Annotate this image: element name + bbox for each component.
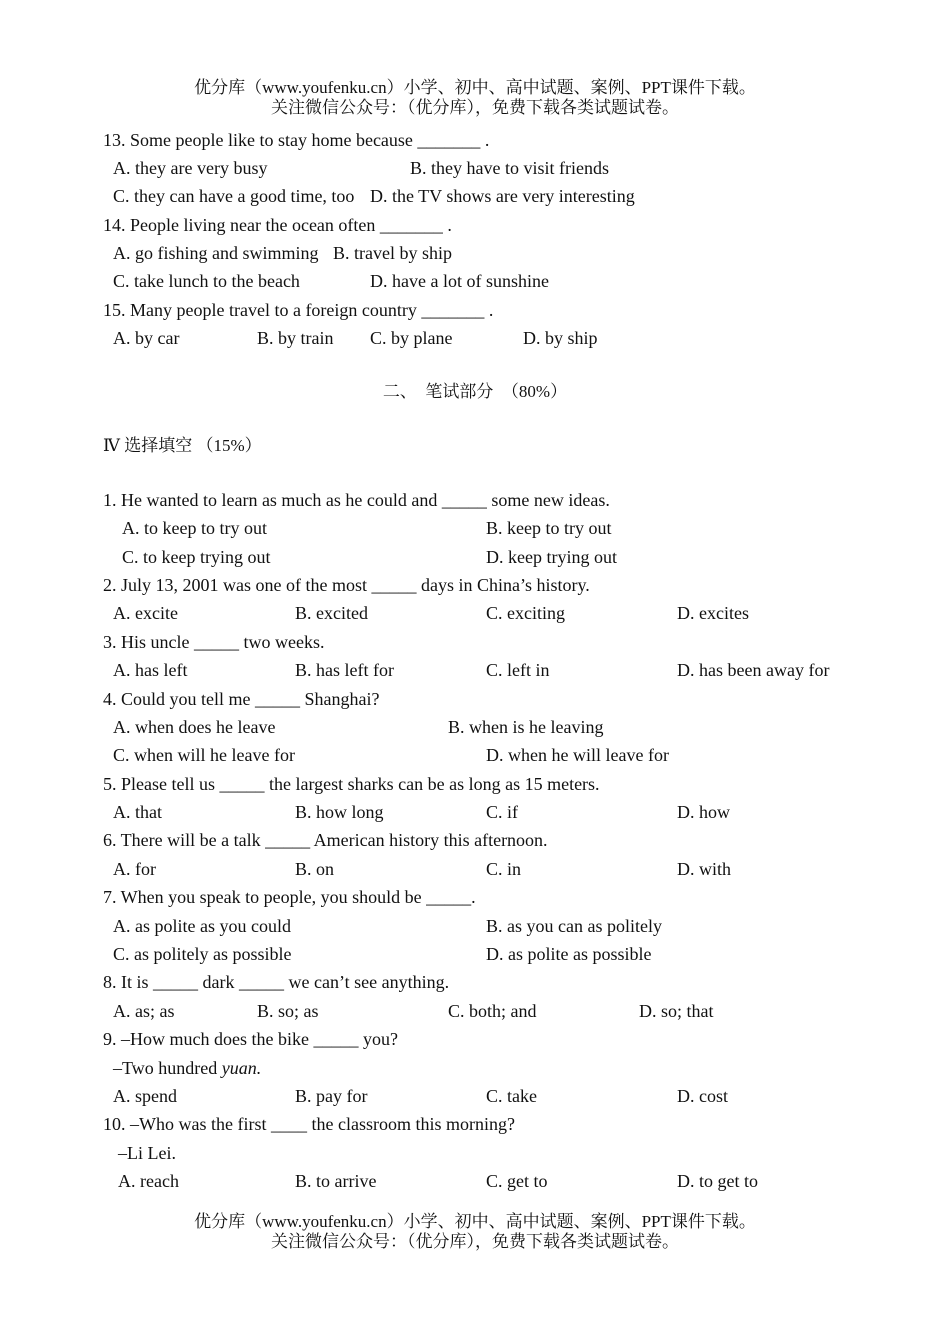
question-8-stem: 8. It is _____ dark _____ we can’t see anything. <box>103 972 450 992</box>
question-15-option-d: D. by ship <box>523 328 598 348</box>
question-15-option-a: A. by car <box>113 328 180 348</box>
question-10-stem: 10. –Who was the first ____ the classroom this morning? <box>103 1114 515 1134</box>
question-2-option-b: B. excited <box>295 603 368 623</box>
question-15-stem: 15. Many people travel to a foreign country _______ . <box>103 300 494 320</box>
question-10-option-b: B. to arrive <box>295 1171 377 1191</box>
question-1-option-b: B. keep to try out <box>486 518 612 538</box>
question-14-option-b: B. travel by ship <box>333 243 452 263</box>
question-9-option-c: C. take <box>486 1086 537 1106</box>
question-9-option-a: A. spend <box>113 1086 177 1106</box>
question-10-option-a: A. reach <box>118 1171 179 1191</box>
question-3-option-b: B. has left for <box>295 660 394 680</box>
question-9-reply-text: –Two hundred <box>113 1058 222 1078</box>
question-1-stem: 1. He wanted to learn as much as he could and _____ some new ideas. <box>103 490 610 510</box>
question-13-stem: 13. Some people like to stay home because _______ . <box>103 130 490 150</box>
question-4-option-c: C. when will he leave for <box>113 745 295 765</box>
question-13-option-d: D. the TV shows are very interesting <box>370 186 635 206</box>
question-4-option-b: B. when is he leaving <box>448 717 604 737</box>
question-8-option-b: B. so; as <box>257 1001 319 1021</box>
question-5-option-d: D. how <box>677 802 730 822</box>
question-10-option-d: D. to get to <box>677 1171 758 1191</box>
question-14-stem: 14. People living near the ocean often _______ . <box>103 215 452 235</box>
question-14-option-a: A. go fishing and swimming <box>113 243 319 263</box>
question-7-stem: 7. When you speak to people, you should be _____. <box>103 887 476 907</box>
question-8-option-d: D. so; that <box>639 1001 714 1021</box>
question-10-reply: –Li Lei. <box>118 1143 176 1163</box>
question-1-option-a: A. to keep to try out <box>122 518 267 538</box>
question-9-reply <box>113 1056 261 1080</box>
question-6-option-b: B. on <box>295 859 335 879</box>
question-3-option-c: C. left in <box>486 660 550 680</box>
question-8-option-a: A. as; as <box>113 1001 175 1021</box>
question-6-option-c: C. in <box>486 859 522 879</box>
question-5-stem: 5. Please tell us _____ the largest sharks can be as long as 15 meters. <box>103 774 600 794</box>
page-header-line-1: 优分库（www.youfenku.cn）小学、初中、高中试题、案例、PPT课件下载。 <box>194 78 756 97</box>
question-3-stem: 3. His uncle _____ two weeks. <box>103 632 325 652</box>
question-7-option-b: B. as you can as politely <box>486 916 662 936</box>
question-5-option-c: C. if <box>486 802 519 822</box>
question-3-option-d: D. has been away for <box>677 660 830 680</box>
question-2-option-c: C. exciting <box>486 603 565 623</box>
question-9-option-b: B. pay for <box>295 1086 368 1106</box>
question-4-stem: 4. Could you tell me _____ Shanghai? <box>103 689 380 709</box>
question-13-option-b: B. they have to visit friends <box>410 158 609 178</box>
question-2-stem: 2. July 13, 2001 was one of the most _____ days in China’s history. <box>103 575 590 595</box>
page-footer-line-2: 关注微信公众号：（优分库），免费下载各类试题试卷。 <box>271 1232 679 1251</box>
question-2-option-a: A. excite <box>113 603 178 623</box>
question-9-option-d: D. cost <box>677 1086 728 1106</box>
question-7-option-d: D. as polite as possible <box>486 944 652 964</box>
section-4-title: Ⅳ 选择填空 （15%） <box>103 436 262 455</box>
question-5-option-a: A. that <box>113 802 162 822</box>
question-6-option-a: A. for <box>113 859 156 879</box>
question-8-option-c: C. both; and <box>448 1001 537 1021</box>
question-3-option-a: A. has left <box>113 660 188 680</box>
question-13-option-a: A. they are very busy <box>113 158 268 178</box>
page-footer-line-1: 优分库（www.youfenku.cn）小学、初中、高中试题、案例、PPT课件下载。 <box>194 1212 756 1231</box>
question-14-option-c: C. take lunch to the beach <box>113 271 300 291</box>
question-9-stem: 9. –How much does the bike _____ you? <box>103 1029 398 1049</box>
question-7-option-c: C. as politely as possible <box>113 944 292 964</box>
question-10-option-c: C. get to <box>486 1171 548 1191</box>
question-13-option-c: C. they can have a good time, too <box>113 186 355 206</box>
question-1-option-d: D. keep trying out <box>486 547 617 567</box>
question-14-option-d: D. have a lot of sunshine <box>370 271 549 291</box>
question-9-reply-italic: yuan. <box>221 1058 262 1078</box>
question-1-option-c: C. to keep trying out <box>122 547 271 567</box>
question-4-option-d: D. when he will leave for <box>486 745 669 765</box>
question-4-option-a: A. when does he leave <box>113 717 276 737</box>
question-15-option-b: B. by train <box>257 328 334 348</box>
page-header-line-2: 关注微信公众号：（优分库），免费下载各类试题试卷。 <box>271 98 679 117</box>
question-7-option-a: A. as polite as you could <box>113 916 291 936</box>
question-15-option-c: C. by plane <box>370 328 453 348</box>
question-6-stem: 6. There will be a talk _____ American history this afternoon. <box>103 830 548 850</box>
question-2-option-d: D. excites <box>677 603 749 623</box>
written-part-title: 二、 笔试部分 （80%） <box>382 382 568 401</box>
question-5-option-b: B. how long <box>295 802 384 822</box>
question-6-option-d: D. with <box>677 859 731 879</box>
